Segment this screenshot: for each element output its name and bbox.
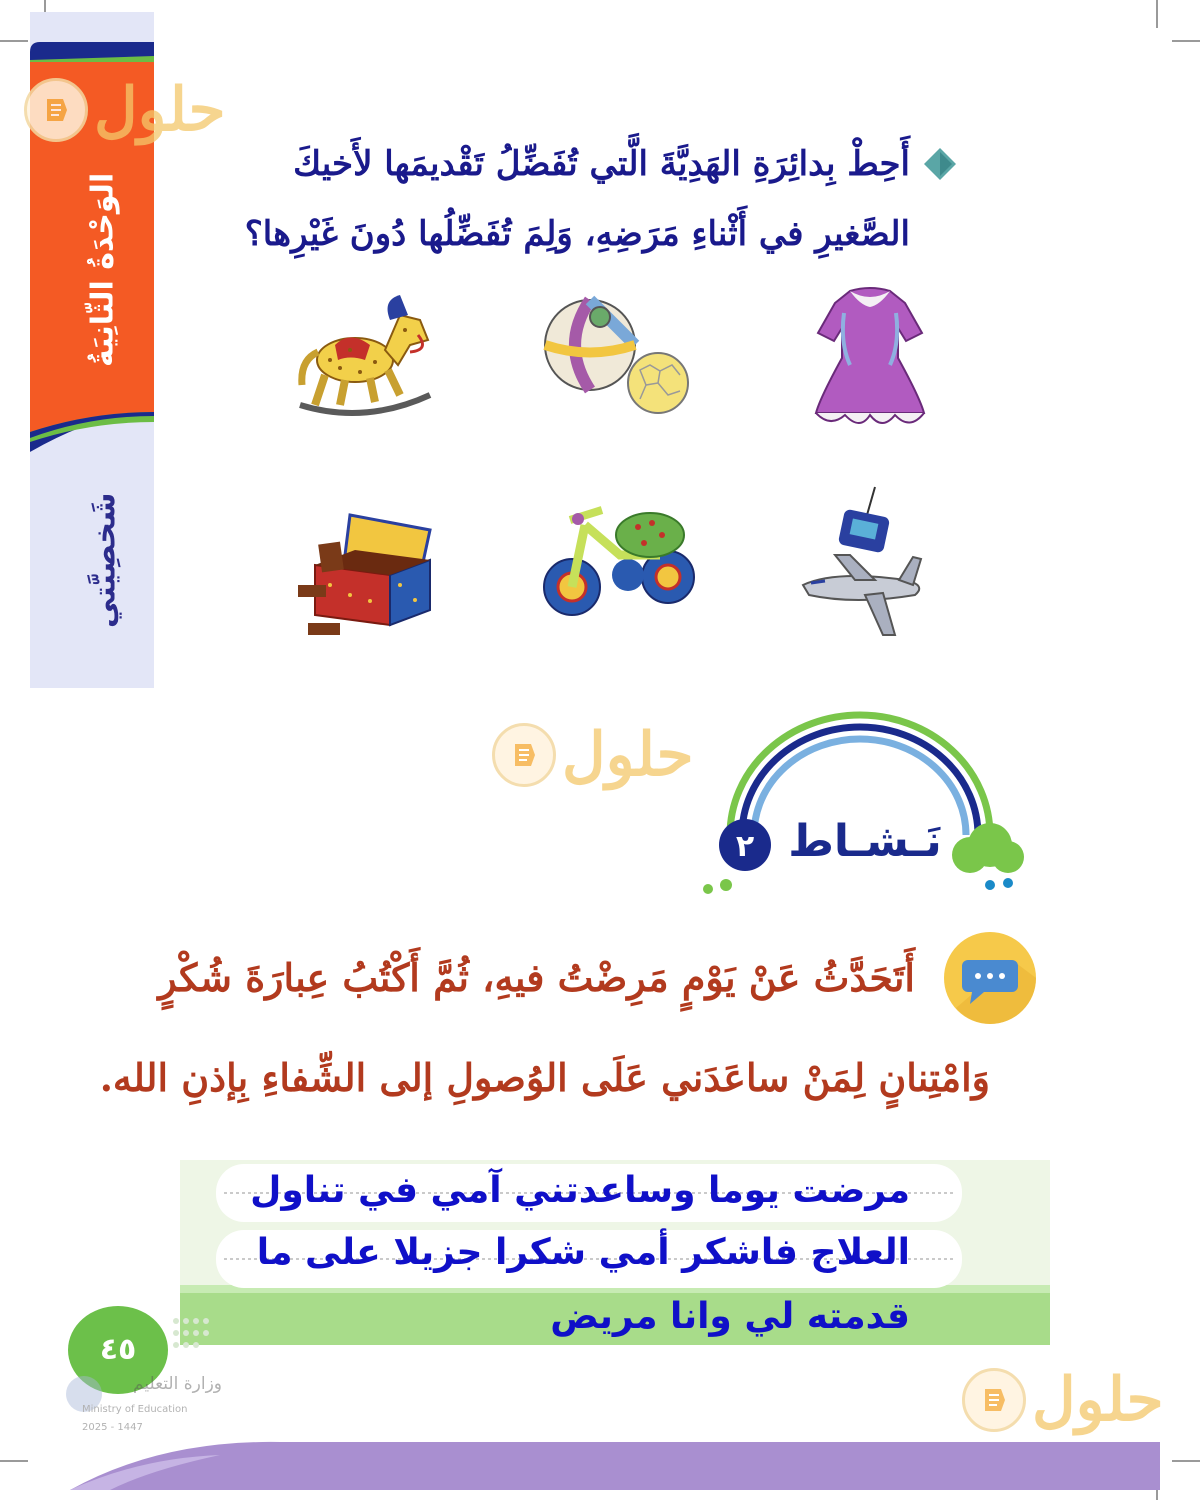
watermark: [24, 75, 226, 145]
gift-chocolate-box[interactable]: [290, 505, 440, 640]
answer-line-1[interactable]: مرضت يوما وساعدتني آمي في تناول: [250, 1170, 910, 1211]
watermark: [962, 1365, 1164, 1435]
rainbow-icon: [690, 705, 1030, 905]
gift-rocking-horse[interactable]: [290, 290, 440, 420]
ministry-logo: [62, 1372, 222, 1442]
question-line-2: الصَّغيرِ في أَثْناءِ مَرَضِهِ، وَلِمَ تُفَضِّلُها دُونَ غَيْرِها؟: [244, 214, 910, 254]
watermark-logo-icon: [962, 1368, 1026, 1432]
gift-tricycle[interactable]: [540, 495, 700, 625]
ministry-en-text: Ministry of Education: [82, 1404, 188, 1415]
tricycle-icon: [540, 495, 700, 625]
activity-number: ٢: [735, 829, 755, 864]
gift-beach-balls[interactable]: [540, 295, 695, 420]
gift-remote-control-plane[interactable]: [795, 485, 935, 645]
ministry-text: وزارة التعليم: [133, 1374, 222, 1394]
crop-mark: [0, 40, 28, 42]
answer-line-2[interactable]: العلاج فاشكر أمي شكرا جزيلا على ما: [256, 1232, 910, 1273]
beach-ball-icon: [540, 295, 695, 420]
watermark-logo-icon: [492, 723, 556, 787]
dress-icon: [810, 283, 930, 435]
diamond-bullet-icon: [922, 146, 958, 182]
section-label: شَخصِيَّتي: [87, 492, 123, 628]
watermark-text: حلول: [562, 720, 694, 790]
watermark-text: حلول: [1032, 1365, 1164, 1435]
crop-mark: [1172, 40, 1200, 42]
plane-icon: [795, 485, 935, 645]
answer-line-3[interactable]: قدمته لي وانا مريض: [550, 1296, 910, 1337]
watermark-text: حلول: [94, 75, 226, 145]
chocolate-box-icon: [290, 505, 440, 640]
prompt-line-2: وَامْتِنانٍ لِمَنْ ساعَدَني عَلَى الوُصولِ إلى الشِّفاءِ بِإذنِ الله.: [99, 1055, 990, 1100]
watermark-logo-icon: [24, 78, 88, 142]
question-line-1: أَحِطْ بِدائِرَةِ الهَدِيَّةَ الَّتي تُفَضِّلُ تَقْديمَها لأَخيكَ: [293, 144, 910, 184]
crop-mark: [1156, 0, 1158, 28]
page-number: ٤٥: [99, 1332, 137, 1367]
prompt-line-1: أَتَحَدَّثُ عَنْ يَوْمٍ مَرِضْتُ فيهِ، ثُمَّ أَكْتُبُ عِبارَةَ شُكْرٍ: [158, 955, 915, 1000]
gift-purple-dress[interactable]: [810, 283, 930, 435]
watermark: [492, 720, 694, 790]
unit-label: الوَحْدَةُ الثّانِيَةُ: [85, 172, 121, 368]
year-text: 2025 - 1447: [82, 1422, 143, 1433]
rocking-horse-icon: [290, 290, 440, 420]
speech-bubble-icon: [942, 930, 1038, 1026]
activity-label: نَـشـاط: [788, 816, 942, 867]
dots-decoration: [170, 1315, 220, 1355]
activity-header: [690, 705, 1030, 905]
